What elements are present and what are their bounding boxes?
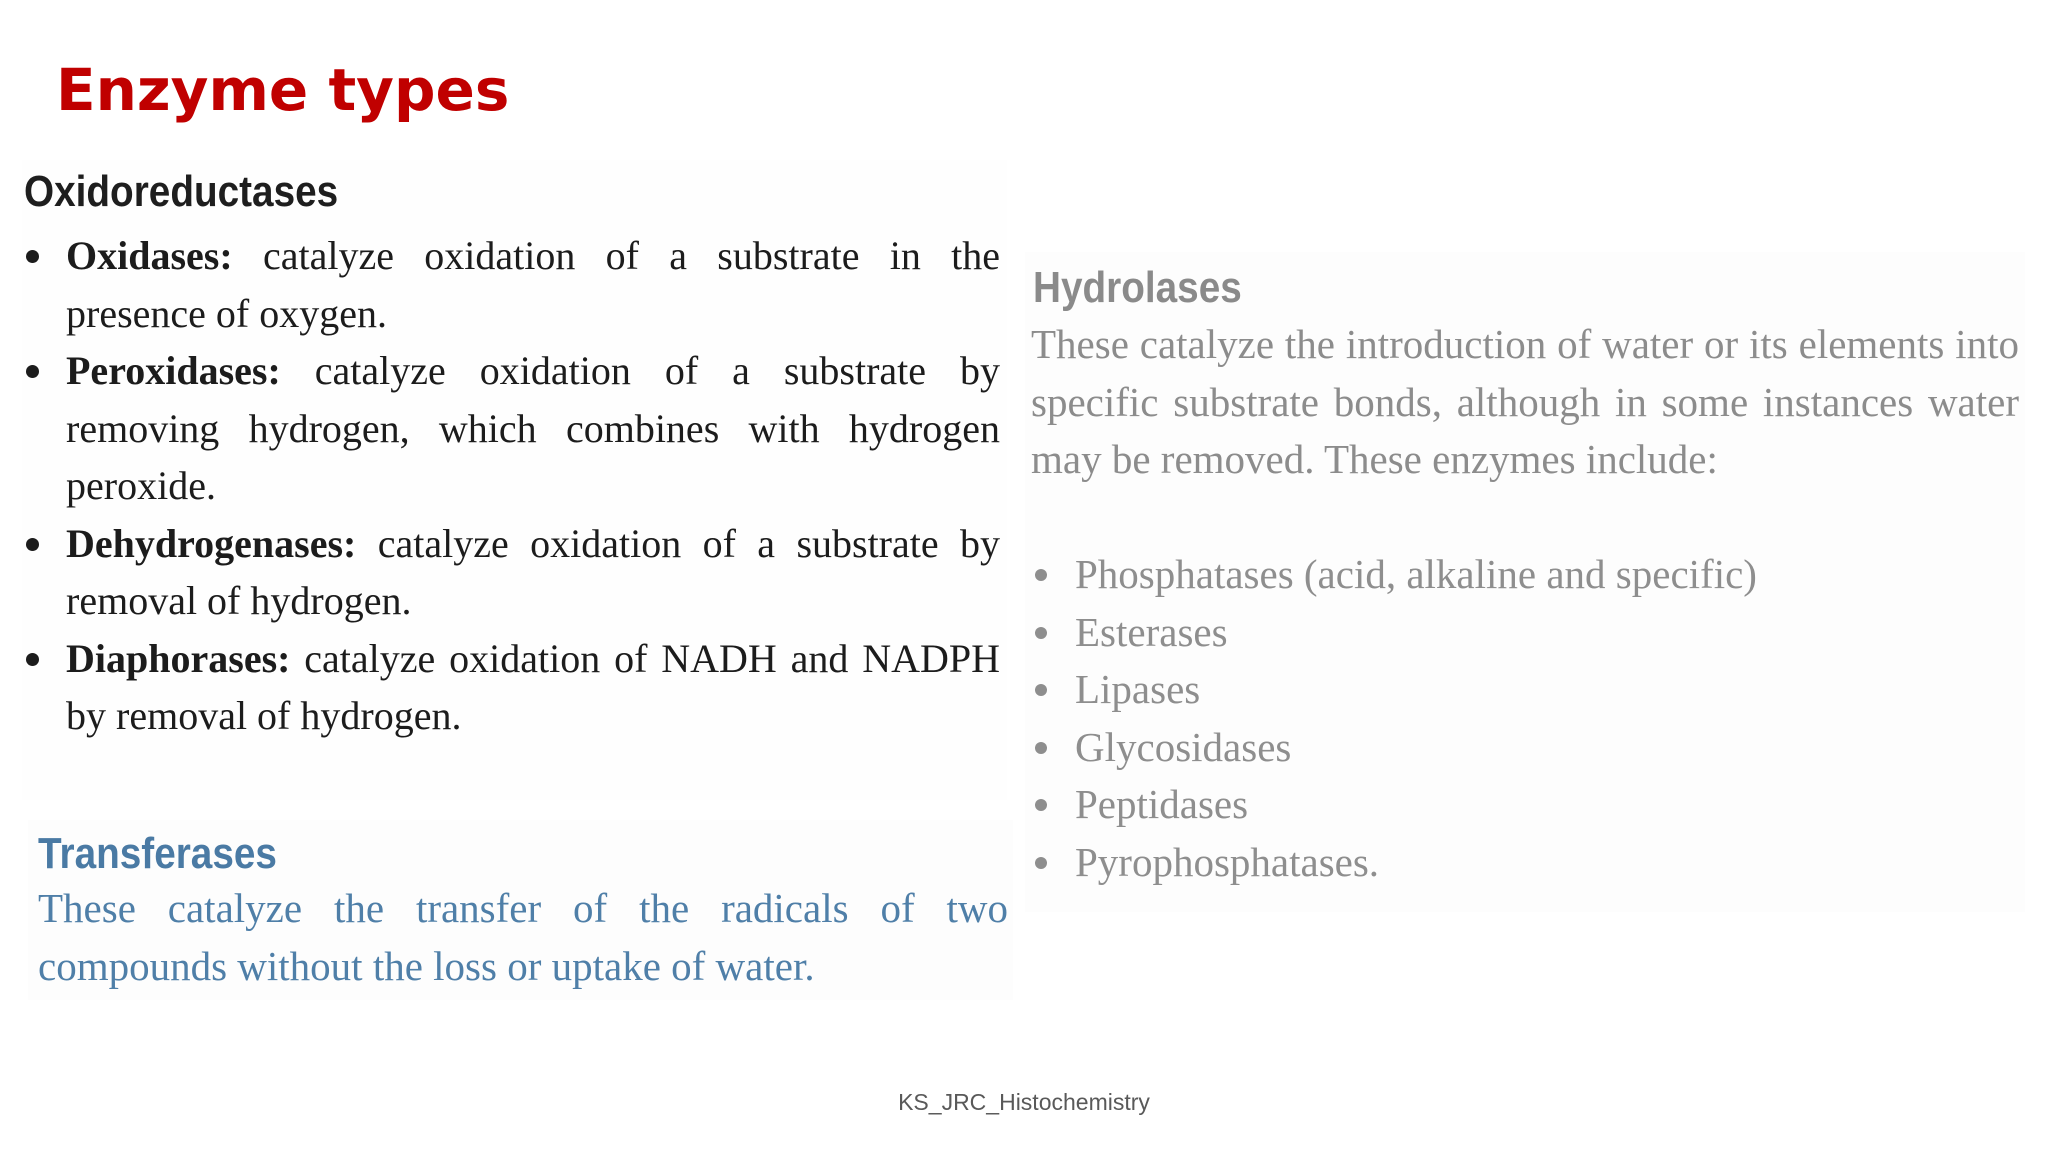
item-term: Diaphorases: bbox=[66, 635, 291, 681]
item-text: catalyze oxidation of a substrate by removal of hydrogen. bbox=[66, 520, 1001, 623]
item-term: Oxidases: bbox=[66, 233, 233, 278]
item-text: Pyrophosphatases. bbox=[1075, 838, 1380, 885]
bullet-icon bbox=[1035, 857, 1047, 869]
slide-title: Enzyme types bbox=[56, 56, 510, 124]
list-item-lipases bbox=[1031, 661, 2011, 719]
bullet-icon bbox=[26, 250, 39, 263]
list-item-dehydrogenases bbox=[22, 515, 1000, 630]
hydrolases-section bbox=[1025, 252, 2025, 912]
hydrolases-description: These catalyze the introduction of water or its elements into specific substrate bonds, although in some instances water may be removed. These enzymes include: bbox=[1031, 321, 2019, 482]
item-text: Glycosidases bbox=[1075, 723, 1292, 770]
item-text: Esterases bbox=[1075, 608, 1228, 655]
list-item-esterases bbox=[1031, 604, 2011, 662]
oxidoreductases-list bbox=[22, 227, 1000, 745]
slide-footer: KS_JRC_Histochemistry bbox=[898, 1089, 1150, 1115]
item-term: Peroxidases: bbox=[66, 348, 281, 393]
bullet-icon bbox=[1035, 569, 1047, 581]
bullet-icon bbox=[1035, 742, 1047, 754]
bullet-icon bbox=[1035, 684, 1047, 696]
bullet-icon bbox=[26, 653, 39, 666]
item-text: Peptidases bbox=[1075, 781, 1249, 827]
item-text: catalyze oxidation of a substrate in the presence of oxygen. bbox=[66, 233, 1000, 336]
transferases-heading: Transferases bbox=[38, 829, 277, 878]
item-term: Dehydrogenases: bbox=[66, 520, 357, 566]
list-item-glycosidases bbox=[1031, 719, 2011, 777]
item-text: catalyze oxidation of NADH and NADPH by removal of hydrogen. bbox=[66, 635, 1000, 738]
list-item-pyrophosphatases bbox=[1031, 834, 2011, 892]
hydrolases-heading: Hydrolases bbox=[1033, 263, 1242, 312]
bullet-icon bbox=[26, 365, 39, 378]
item-text: Lipases bbox=[1075, 666, 1201, 712]
transferases-description: These catalyze the transfer of the radicals of two compounds without the loss or uptake of water. bbox=[38, 885, 1008, 989]
bullet-icon bbox=[26, 538, 39, 551]
list-item-peptidases bbox=[1031, 776, 2011, 834]
item-text: catalyze oxidation of a substrate by removing hydrogen, which combines with hydrogen peroxide. bbox=[66, 348, 1001, 508]
list-item-diaphorases bbox=[22, 630, 1000, 745]
bullet-icon bbox=[1035, 799, 1047, 811]
oxidoreductases-section bbox=[22, 160, 1007, 800]
hydrolases-list bbox=[1031, 546, 2011, 891]
oxidoreductases-heading: Oxidoreductases bbox=[24, 167, 339, 216]
list-item-phosphatases bbox=[1031, 546, 2011, 604]
transferases-section bbox=[28, 820, 1013, 1000]
item-text: Phosphatases (acid, alkaline and specific) bbox=[1075, 551, 1757, 597]
list-item-peroxidases bbox=[22, 342, 1000, 515]
bullet-icon bbox=[1035, 627, 1047, 639]
list-item-oxidases bbox=[22, 227, 1000, 342]
